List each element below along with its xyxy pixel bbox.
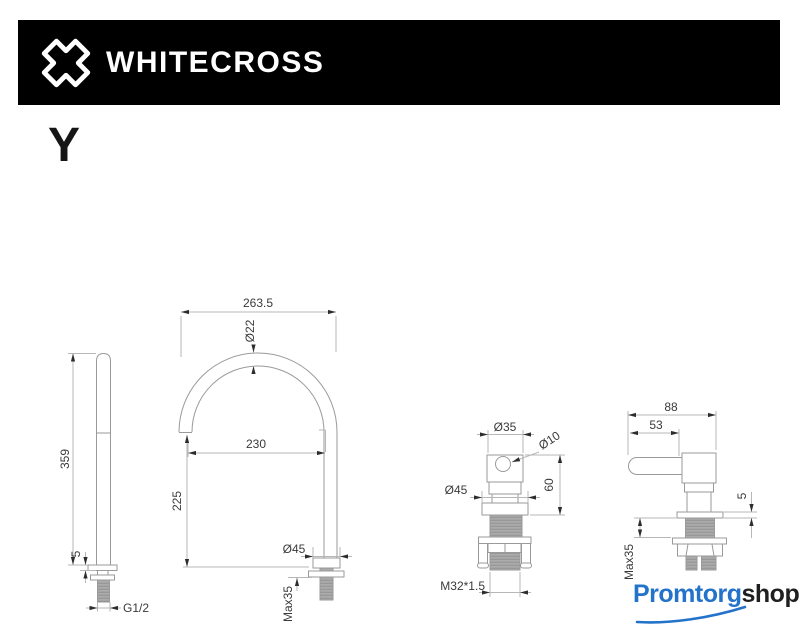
valve-body bbox=[487, 455, 523, 482]
valve-side-body bbox=[682, 453, 716, 483]
valve-lower-thread bbox=[490, 553, 520, 571]
dim-spout-thread: G1/2 bbox=[123, 601, 150, 615]
spout-front-view bbox=[170, 296, 352, 622]
watermark-part2: shop bbox=[741, 580, 799, 608]
dim-valve-overall-width: 88 bbox=[664, 400, 678, 414]
dim-spout-flange-thickness: 5 bbox=[69, 550, 83, 558]
dim-valve-base-diameter: Ø45 bbox=[444, 483, 468, 497]
variant-label: Y bbox=[48, 119, 81, 172]
brand-name: WHITECROSS bbox=[106, 45, 325, 79]
dim-valve-body-diameter: Ø35 bbox=[493, 420, 517, 434]
valve-front-view bbox=[440, 420, 565, 597]
valve-thread bbox=[490, 515, 522, 537]
dim-spout-outlet-height: 225 bbox=[170, 490, 184, 512]
dim-spout-base-diameter: Ø45 bbox=[282, 542, 306, 556]
spout-arc-inner bbox=[192, 366, 324, 432]
valve-side-view bbox=[622, 400, 757, 580]
dim-spout-overall-width: 263.5 bbox=[242, 296, 274, 310]
dim-valve-body-height: 60 bbox=[542, 478, 556, 492]
watermark-logo bbox=[628, 578, 799, 633]
dim-spout-reach: 230 bbox=[245, 437, 267, 451]
valve-lever bbox=[629, 458, 685, 475]
watermark-part1: Promtorg bbox=[633, 580, 742, 608]
dim-spout-height: 359 bbox=[58, 448, 72, 470]
spout-thread-stem bbox=[98, 580, 110, 602]
valve-side-thread bbox=[686, 518, 715, 538]
spout-arc-outer bbox=[179, 353, 337, 432]
swoosh-underline-icon bbox=[628, 578, 793, 633]
dim-valve-lever-length: 53 bbox=[649, 418, 663, 432]
spout-pillar-outline bbox=[97, 354, 111, 566]
dim-spout-tube-diameter: Ø22 bbox=[243, 319, 257, 343]
dim-valve-thread: M32*1.5 bbox=[440, 579, 485, 593]
dim-spout-max-mount: Max35 bbox=[281, 585, 295, 623]
dim-valve-flange-thickness: 5 bbox=[735, 492, 749, 500]
mounting-nut bbox=[678, 544, 723, 556]
spout-side-view bbox=[58, 354, 149, 616]
dim-valve-max-mount: Max35 bbox=[622, 543, 636, 581]
dim-valve-hole-diameter: Ø10 bbox=[536, 428, 563, 453]
